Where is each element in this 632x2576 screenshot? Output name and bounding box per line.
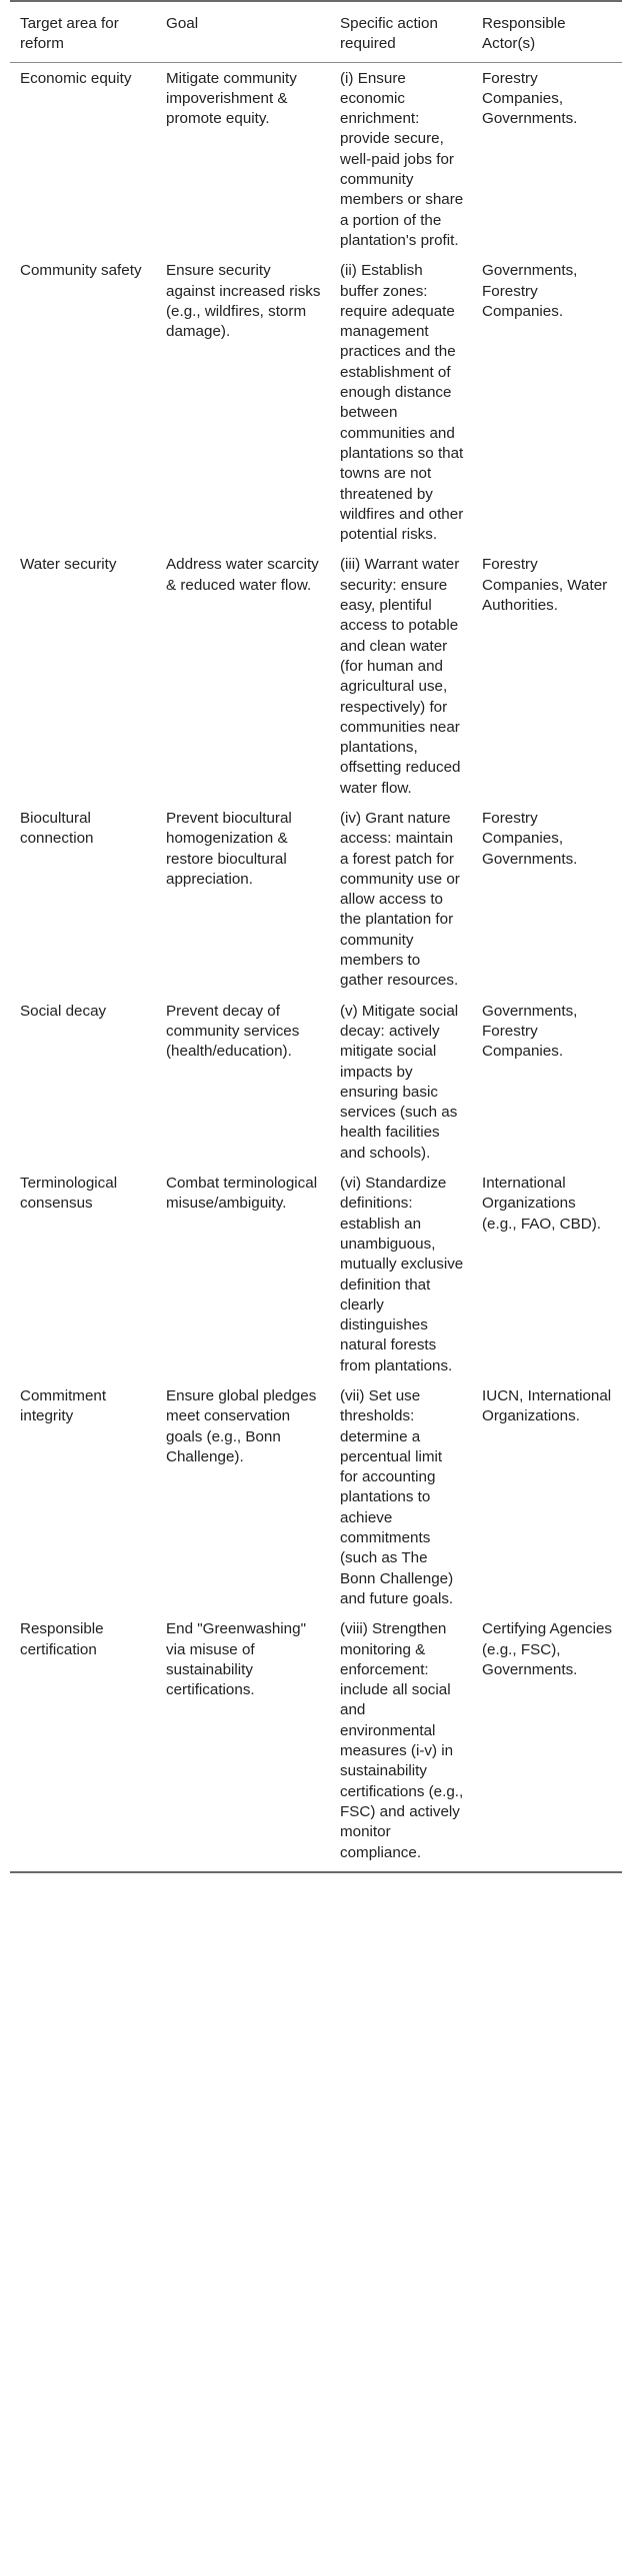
table-body <box>10 62 622 1872</box>
cell-goal: Address water scarcity & reduced water flow. <box>166 556 319 594</box>
cell-goal: Mitigate community impoverishment & promote equity. <box>166 69 297 128</box>
cell-actors: Forestry Companies, Governments. <box>482 809 578 868</box>
table-row <box>10 996 622 1168</box>
cell-target-area: Economic equity <box>20 69 132 87</box>
cell-action: (vi) Standardize definitions: establish an unambiguous, mutually exclusive definition that clearly distinguishes natural forests from plantations. <box>340 1175 464 1374</box>
cell-actors: IUCN, International Organizations. <box>482 1387 612 1425</box>
cell-action: (ii) Establish buffer zones: require adequate management practices and the establishment of enough distance between communities and plantations so that towns are not threatened by wildfires and other potential risks. <box>340 262 464 544</box>
table-row <box>10 549 622 803</box>
cell-target-area: Responsible certification <box>20 1620 104 1658</box>
table-row <box>10 1613 622 1872</box>
cell-target-area: Community safety <box>20 262 142 280</box>
cell-actors: International Organizations (e.g., FAO, CBD). <box>482 1175 601 1233</box>
cell-action: (vii) Set use thresholds: determine a percentual limit for accounting plantations to achieve commitments (such as The Bonn Challenge) and future goals. <box>340 1387 454 1607</box>
cell-goal: End "Greenwashing" via misuse of sustainability certifications. <box>166 1620 306 1699</box>
cell-goal: Prevent biocultural homogenization & restore biocultural appreciation. <box>166 809 292 888</box>
table-row <box>10 1168 622 1380</box>
cell-action: (viii) Strengthen monitoring & enforcement: include all social and environmental measures (i-v) in sustainability certifications (e.g., FSC) and actively monitor compliance. <box>340 1620 464 1861</box>
cell-target-area: Commitment integrity <box>20 1387 107 1425</box>
table-row <box>10 1380 622 1613</box>
cell-actors: Governments, Forestry Companies. <box>482 1002 578 1061</box>
cell-actors: Governments, Forestry Companies. <box>482 262 578 320</box>
table-header <box>10 1 622 62</box>
header-specific-action: Specific action required <box>340 15 438 53</box>
cell-action: (iv) Grant nature access: maintain a forest patch for community use or allow access to the plantation for community members to gather resources. <box>340 809 460 990</box>
cell-goal: Ensure security against increased risks (e.g., wildfires, storm damage). <box>166 262 321 341</box>
table-row <box>10 803 622 996</box>
cell-action: (i) Ensure economic enrichment: provide secure, well-paid jobs for community members or share a portion of the plantation's profit. <box>340 69 464 249</box>
header-target-area: Target area for reform <box>20 15 119 53</box>
cell-target-area: Social decay <box>20 1002 107 1020</box>
table-row <box>10 255 622 549</box>
cell-action: (iii) Warrant water security: ensure easy, plentiful access to potable and clean water (for human and agricultural use, respectively) for communities near plantations, offsetting reduced water flow. <box>340 556 461 797</box>
cell-actors: Certifying Agencies (e.g., FSC), Governments. <box>482 1620 613 1678</box>
table-row <box>10 62 622 255</box>
header-responsible-actors: Responsible Actor(s) <box>482 15 566 53</box>
cell-action: (v) Mitigate social decay: actively mitigate social impacts by ensuring basic services (such as health facilities and schools). <box>340 1002 459 1162</box>
cell-actors: Forestry Companies, Water Authorities. <box>482 556 608 615</box>
reform-table <box>10 0 622 1873</box>
cell-actors: Forestry Companies, Governments. <box>482 69 578 128</box>
header-row <box>10 1 622 62</box>
header-goal: Goal <box>166 15 199 32</box>
cell-target-area: Terminological consensus <box>20 1175 118 1213</box>
cell-target-area: Biocultural connection <box>20 809 94 848</box>
cell-goal: Ensure global pledges meet conservation goals (e.g., Bonn Challenge). <box>166 1387 317 1465</box>
cell-goal: Prevent decay of community services (health/education). <box>166 1002 300 1061</box>
cell-goal: Combat terminological misuse/ambiguity. <box>166 1175 318 1213</box>
cell-target-area: Water security <box>20 556 117 574</box>
